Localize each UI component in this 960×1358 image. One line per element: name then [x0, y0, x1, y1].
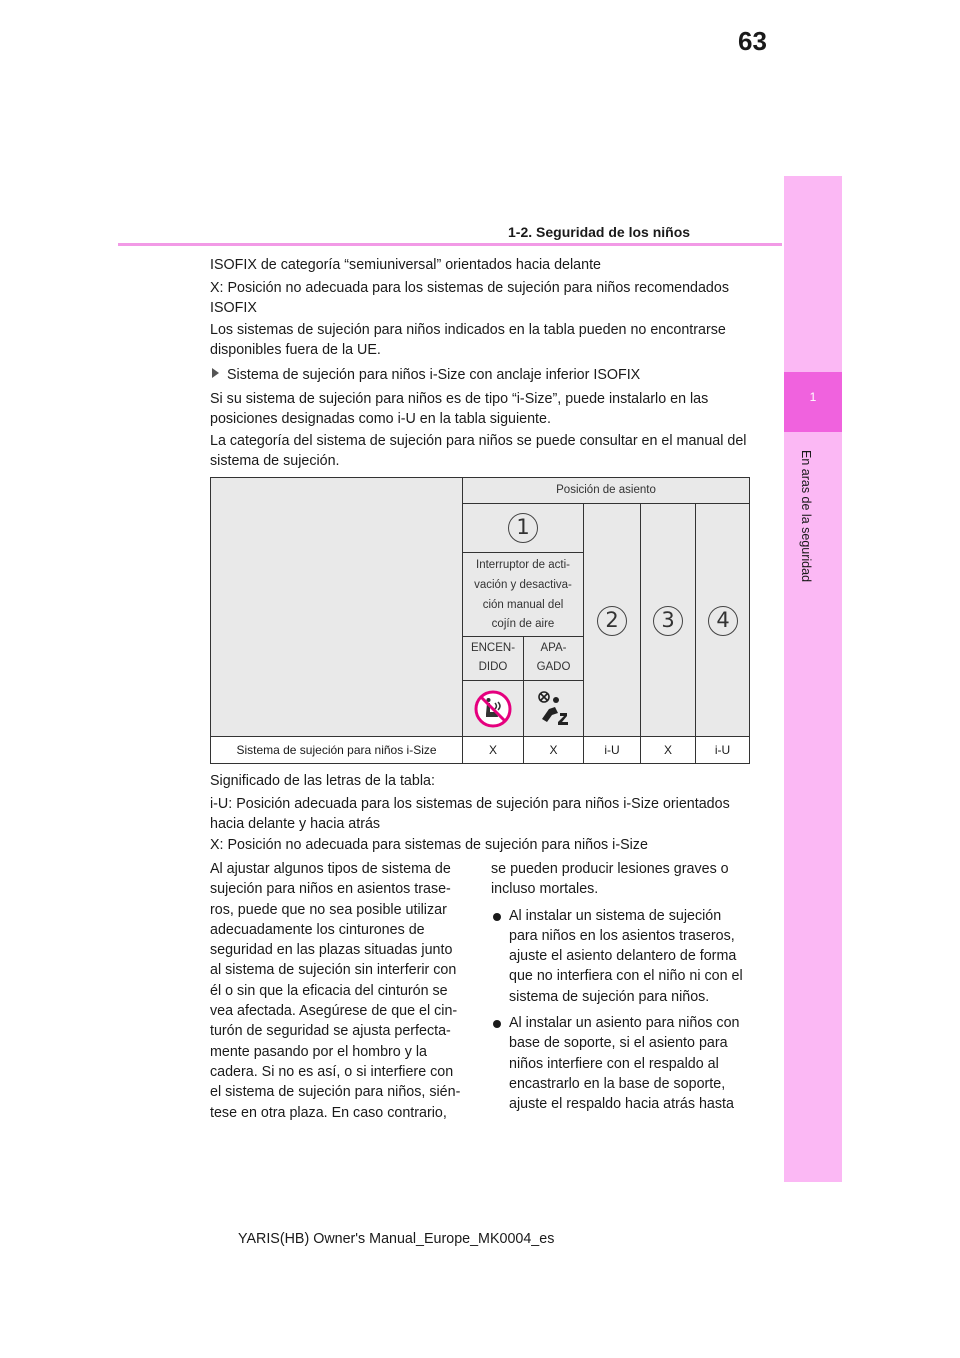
page-number: 63 — [738, 26, 767, 56]
footer-text: YARIS(HB) Owner's Manual_Europe_MK0004_es — [238, 1231, 555, 1247]
table-row — [695, 736, 750, 764]
passenger-airbag-off-icon — [534, 689, 574, 729]
warning-line: seguridad en las plazas situadas junto — [210, 942, 453, 959]
bullet-line: Al instalar un asiento para niños con — [509, 1015, 740, 1032]
airbag-off-seat-icon — [473, 689, 513, 729]
section-heading — [212, 366, 640, 386]
switch-label-line-4: cojín de aire — [491, 618, 555, 630]
table-row — [462, 736, 524, 764]
seat-position-table — [210, 477, 750, 764]
seat-number-4-icon: 4 — [708, 606, 738, 636]
chapter-side-tab — [784, 176, 842, 1182]
intro-paragraph-3: Los sistemas de sujeción para niños indicados en la tabla pueden no encontrarse disponibles fuera de la UE. — [210, 322, 726, 358]
icon-on-cell — [462, 680, 524, 737]
value-seat-1-off: X — [549, 743, 558, 757]
legend-iu: i-U: Posición adecuada para los sistemas de sujeción para niños i-Size orientados hacia delante y hacia atrás — [210, 796, 730, 832]
bullet-dot-icon — [493, 913, 501, 921]
bullet-line: sistema de sujeción para niños. — [509, 988, 710, 1005]
seat-1-cell — [462, 503, 584, 553]
row-label: Sistema de sujeción para niños i-Size — [236, 743, 437, 757]
icon-off-cell — [523, 680, 584, 737]
bullet-line: que no interfiera con el niño ni con el — [509, 968, 743, 985]
warning-bullet-1 — [491, 906, 753, 1007]
table-header-cell — [462, 477, 750, 504]
warning-line: al sistema de sujeción sin interferir con — [210, 962, 457, 979]
header-divider — [118, 243, 782, 246]
seat-4-cell — [695, 503, 750, 737]
table-corner-cell — [210, 477, 463, 737]
bullet-line: Al instalar un sistema de sujeción — [509, 907, 722, 924]
bullet-line: ajuste el asiento delantero de forma — [509, 948, 737, 965]
warning-line: el sistema de sujeción para niños, sién- — [210, 1084, 461, 1101]
bullet-line: para niños en los asientos traseros, — [509, 927, 735, 944]
table-header-label: Posición de asiento — [556, 484, 656, 496]
warning-line: mente pasando por el hombro y la — [210, 1043, 427, 1060]
warning-line: tese en otra plaza. En caso contrario, — [210, 1104, 447, 1121]
section-paragraph-1: Si su sistema de sujeción para niños es de tipo “i-Size”, puede instalarlo en las posiciones designadas como i-U en la tabla siguiente. — [210, 391, 709, 427]
on-label-line-2: DIDO — [478, 661, 508, 673]
switch-on-cell — [462, 636, 524, 681]
on-label-line-1: ENCEN- — [470, 642, 516, 654]
warning-line: incluso mortales. — [491, 881, 599, 898]
switch-label-line-3: ción manual del — [482, 599, 564, 611]
legend-title: Significado de las letras de la tabla: — [210, 773, 435, 789]
warning-line: cadera. Si no es así, o si interfiere con — [210, 1063, 454, 1080]
switch-label-line-1: Interruptor de acti- — [476, 559, 570, 571]
warning-line: se pueden producir lesiones graves o — [491, 861, 729, 877]
seat-number-2-icon: 2 — [597, 606, 627, 636]
row-label-cell — [210, 736, 463, 764]
bullet-dot-icon — [493, 1020, 501, 1028]
warning-bullet-2 — [491, 1013, 753, 1114]
warning-left-column — [210, 859, 463, 1123]
intro-paragraph-2: X: Posición no adecuada para los sistemas de sujeción para niños recomendados ISOFIX — [210, 280, 729, 316]
off-label-line-1: APA- — [540, 642, 567, 654]
off-label-line-2: GADO — [536, 661, 571, 673]
seat-number-1-icon: 1 — [508, 513, 538, 543]
seat-2-cell — [583, 503, 641, 737]
triangle-bullet-icon — [212, 368, 219, 378]
seat-number-3-icon: 3 — [653, 606, 683, 636]
airbag-switch-cell — [462, 552, 584, 637]
bullet-line: ajuste el respaldo hacia atrás hasta — [509, 1096, 734, 1113]
warning-line: Al ajustar algunos tipos de sistema de — [210, 861, 451, 877]
chapter-number: 1 — [809, 390, 817, 404]
table-row — [640, 736, 696, 764]
switch-label-line-2: vación y desactiva- — [474, 579, 572, 591]
value-seat-1-on: X — [488, 743, 497, 757]
section-title: 1-2. Seguridad de los niños — [508, 224, 691, 240]
table-row — [583, 736, 641, 764]
value-seat-3: X — [663, 743, 672, 757]
bullet-line: encastrarlo en la base de soporte, — [509, 1075, 726, 1092]
warning-right-column — [491, 859, 753, 1115]
switch-off-cell — [523, 636, 584, 681]
warning-line: turón de seguridad se ajusta perfecta- — [210, 1023, 451, 1040]
warning-line: sujeción para niños en asientos trase- — [210, 881, 451, 898]
warning-line: adecuadamente los cinturones de — [210, 921, 425, 938]
seat-3-cell — [640, 503, 696, 737]
warning-line: él o sin que la eficacia del cinturón se — [210, 982, 448, 999]
bullet-line: niños interfiere con el respaldo al — [509, 1055, 719, 1072]
bullet-line: base de soporte, si el asiento para — [509, 1035, 728, 1052]
value-seat-4: i-U — [714, 743, 731, 757]
section-paragraph-2: La categoría del sistema de sujeción para niños se puede consultar en el manual del sistema de sujeción. — [210, 433, 747, 469]
value-seat-2: i-U — [604, 743, 620, 757]
warning-line: ros, puede que no sea posible utilizar — [210, 901, 447, 918]
legend-x: X: Posición no adecuada para sistemas de sujeción para niños i-Size — [210, 837, 648, 853]
table-row — [523, 736, 584, 764]
intro-paragraph-1: ISOFIX de categoría “semiuniversal” orientados hacia delante — [210, 257, 601, 273]
warning-line: vea afectada. Asegúrese de que el cin- — [210, 1003, 458, 1020]
section-heading-text: Sistema de sujeción para niños i-Size con anclaje inferior ISOFIX — [227, 367, 641, 383]
